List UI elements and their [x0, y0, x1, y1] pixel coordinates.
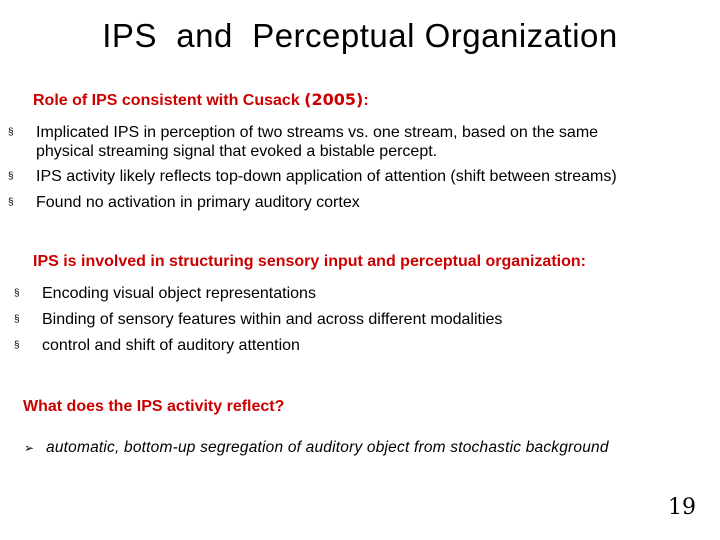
- list-item: [0, 307, 720, 333]
- square-bullet-icon: §: [14, 314, 20, 325]
- list-item: [0, 190, 720, 216]
- square-bullet-icon: §: [8, 171, 14, 182]
- section3-heading: What does the IPS activity reflect?: [23, 398, 285, 415]
- square-bullet-icon: §: [14, 340, 20, 351]
- list-item-text: Found no activation in primary auditory cortex: [36, 194, 360, 211]
- section1-heading-suffix: :: [363, 92, 369, 109]
- arrow-bullet-icon: ➢: [24, 441, 35, 455]
- list-item: [0, 120, 720, 164]
- section1-heading-year: (2005): [304, 90, 364, 109]
- list-item-text: Binding of sensory features within and across different modalities: [42, 311, 503, 328]
- list-item: [0, 333, 720, 359]
- list-item-text: IPS activity likely reflects top-down application of attention (shift between streams): [36, 168, 617, 185]
- answer-line: [24, 437, 609, 459]
- square-bullet-icon: §: [14, 288, 20, 299]
- answer-text: automatic, bottom-up segregation of auditory object from stochastic background: [46, 439, 609, 456]
- section1-heading-prefix: Role of IPS consistent with Cusack: [33, 92, 305, 109]
- square-bullet-icon: §: [8, 127, 14, 138]
- slide-title: IPS and Perceptual Organization: [102, 17, 618, 54]
- list-item-text: Encoding visual object representations: [42, 285, 316, 302]
- page-number: 19: [668, 495, 696, 520]
- square-bullet-icon: §: [8, 197, 14, 208]
- list-item: [0, 164, 720, 190]
- section1-heading: [33, 90, 369, 111]
- list-item-text-continued: physical streaming signal that evoked a bistable percept.: [36, 143, 438, 160]
- section1-list: [0, 120, 720, 216]
- list-item: [0, 281, 720, 307]
- list-item-text: control and shift of auditory attention: [42, 337, 300, 354]
- list-item-text: Implicated IPS in perception of two streams vs. one stream, based on the same: [36, 124, 599, 141]
- section2-heading: IPS is involved in structuring sensory input and perceptual organization:: [33, 253, 586, 270]
- section2-list: [0, 281, 720, 359]
